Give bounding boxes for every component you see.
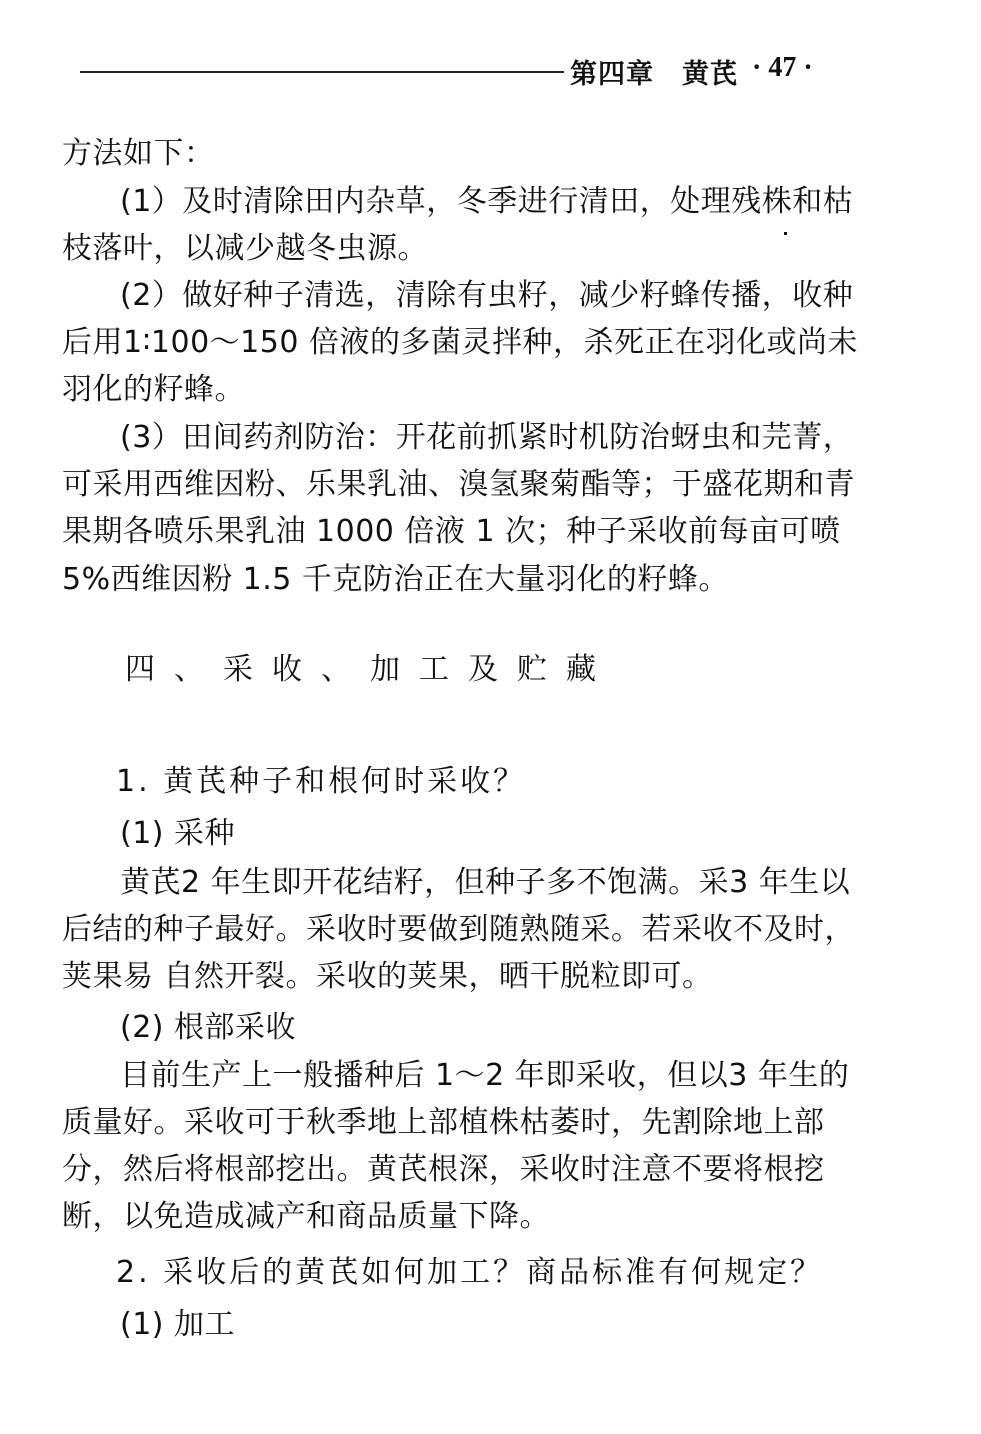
subheading-line: (2) 根部采收	[120, 1010, 297, 1045]
paragraph-line: 可采用西维因粉、乐果乳油、溴氢聚菊酯等；于盛花期和青	[62, 467, 855, 502]
paragraph-line: 质量好。采收可于秋季地上部植株枯萎时，先割除地上部	[62, 1105, 825, 1140]
paragraph-line: 5%西维因粉 1.5 千克防治正在大量羽化的籽蜂。	[62, 562, 729, 597]
subheading-line: (1) 采种	[120, 816, 236, 851]
paragraph-line: 羽化的籽蜂。	[62, 372, 245, 407]
page-number: · 47 ·	[752, 52, 813, 83]
question-heading: 2. 采收后的黄芪如何加工？商品标准有何规定？	[116, 1255, 824, 1290]
paragraph-line: 后用1∶100～150 倍液的多菌灵拌种，杀死正在羽化或尚未	[62, 325, 858, 360]
paragraph-line: 目前生产上一般播种后 1～2 年即采收，但以3 年生的	[120, 1058, 850, 1093]
paragraph-line: (2）做好种子清选，清除有虫籽，减少籽蜂传播，收种	[120, 278, 854, 313]
header-rule	[80, 71, 564, 73]
paragraph-line: 黄芪2 年生即开花结籽，但种子多不饱满。采3 年生以	[120, 865, 851, 900]
paragraph-line: 方法如下：	[62, 136, 215, 171]
paragraph-line: 果期各喷乐果乳油 1000 倍液 1 次；种子采收前每亩可喷	[62, 514, 841, 549]
paragraph-line: (1）及时清除田内杂草，冬季进行清田，处理残株和枯	[120, 184, 854, 219]
paragraph-line: (3）田间药剂防治：开花前抓紧时机防治蚜虫和芫菁，	[120, 420, 854, 455]
paragraph-line: 分，然后将根部挖出。黄芪根深，采收时注意不要将根挖	[62, 1152, 825, 1187]
stray-ink-mark	[784, 232, 787, 235]
paragraph-line: 荚果易 自然开裂。采收的荚果，晒干脱粒即可。	[62, 959, 713, 994]
paragraph-line: 后结的种子最好。采收时要做到随熟随采。若采收不及时，	[62, 912, 855, 947]
subheading-line: (1) 加工	[120, 1307, 236, 1342]
section-heading: 四、采收、加工及贮藏	[125, 652, 615, 687]
paragraph-line: 枝落叶，以减少越冬虫源。	[62, 231, 428, 266]
chapter-title: 第四章 黄芪	[570, 59, 738, 90]
question-heading: 1. 黄芪种子和根何时采收？	[116, 764, 527, 799]
running-header	[80, 50, 860, 94]
paragraph-line: 断，以免造成减产和商品质量下降。	[62, 1199, 550, 1234]
